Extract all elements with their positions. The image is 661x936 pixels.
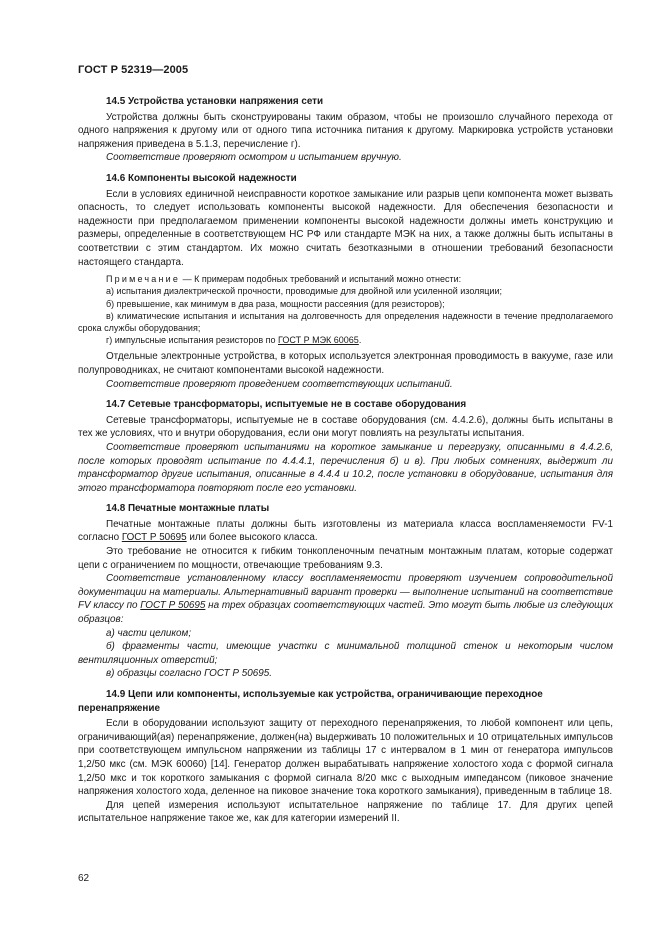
note-label: Примечание bbox=[106, 274, 181, 285]
note-item-d bbox=[78, 334, 613, 346]
compliance-text: Соответствие проверяют проведением соответствующих испытаний. bbox=[106, 378, 453, 390]
note-block bbox=[78, 273, 613, 346]
paragraph: Это требование не относится к гибким тонкопленочным печатным монтажным платам, которые содержат цепи с ограничением по мощности, отвечающие требованиям 9.3. bbox=[78, 546, 613, 571]
note-item-b: б) превышение, как минимум в два раза, мощности рассеяния (для резисторов); bbox=[106, 298, 445, 309]
note-item-c: в) климатические испытания и испытания на долговечность для определения надежности в течение предполагаемого срока службы оборудования; bbox=[78, 310, 613, 333]
compliance-text: Соответствие проверяют осмотром и испытанием вручную. bbox=[106, 152, 402, 164]
section-title-14-8: 14.8 Печатные монтажные платы bbox=[106, 503, 270, 515]
compliance-text: Соответствие проверяют испытаниями на короткое замыкание и перегрузку, описанными в 4.4.2.6, после которых проводят испытание по 4.4.4.1, перечисления б) и в). При любых сомнениях, выдержит ли трансформатор другие испытания, описанные в 4.4.4 и 10.2, после установки в оборудование, испытания для этого трансформатора повторяют после его установки. bbox=[78, 441, 613, 494]
document-header: ГОСТ Р 52319—2005 bbox=[78, 64, 189, 76]
section-title-14-5: 14.5 Устройства установки напряжения сети bbox=[106, 96, 324, 107]
paragraph-text: или более высокого класса. bbox=[186, 532, 318, 544]
sample-item-a: а) части целиком; bbox=[106, 627, 192, 639]
note-item-d-suffix: . bbox=[358, 335, 362, 346]
page-number: 62 bbox=[78, 873, 90, 884]
section-title-14-7: 14.7 Сетевые трансформаторы, испытуемые не в составе оборудования bbox=[106, 399, 467, 411]
compliance-text bbox=[78, 572, 613, 626]
sample-item-c: в) образцы согласно ГОСТ Р 50695. bbox=[106, 668, 272, 680]
paragraph: Если в оборудовании используют защиту от переходного перенапряжения, то любой компонент или цепь, ограничивающий(ая) перенапряжение, должен(на) выдерживать 10 положительных и 10 отрицательных импульсов при соответствующем импульсном напряжении из таблицы 17 с интервалом в 1 мин от генератора импульсов 1,2/50 мкс (см. МЭК 60060) [14]. Генератор должен вырабатывать напряжение холостого хода с формой сигнала 1,2/50 мкс и ток короткого замыкания с формой сигнала 8/20 мкс с выходным импедансом (пиковое значение напряжения холостого хода, деленное на пиковое значение тока короткого замыкания), приведенным в таблице 18. bbox=[78, 718, 613, 798]
section-title-14-6: 14.6 Компоненты высокой надежности bbox=[106, 172, 297, 184]
paragraph: Если в условиях единичной неисправности короткое замыкание или разрыв цепи компонента может вызвать опасность, то следует использовать компоненты высокой надежности. Для обеспечения безопасности и надежности при предполагаемом применении компоненты высокой надежности должны иметь конструкцию и размеры, определенные в соответствующем НС РФ или стандарте МЭК на них, а также должны быть испытаны в соответствии с этим стандартом. Их можно считать безотказными в отношении требований безопасности настоящего стандарта. bbox=[78, 188, 613, 268]
compliance-text-part: на трех образцах соответствующих частей. Это могут быть любые из следующих образцов: bbox=[78, 600, 614, 626]
compliance-text-part: Соответствие установленному классу воспламеняемости проверяют изучением сопроводительной документации на материалы. Альтернативный вариант проверки — выполнение испытаний на соответствие FV классу по bbox=[78, 573, 613, 612]
paragraph: Сетевые трансформаторы, испытуемые не в составе оборудования (см. 4.4.2.6), должны быть испытаны в тех же условиях, что и внутри оборудования, если они могут повлиять на результаты испытания. bbox=[78, 414, 613, 440]
note-intro bbox=[78, 273, 613, 285]
note-item-d-prefix: г) импульсные испытания резисторов по bbox=[106, 335, 278, 346]
paragraph-text: Печатные монтажные платы должны быть изготовлены из материала класса воспламеняемости FV-1 согласно bbox=[78, 518, 613, 544]
standard-link[interactable]: ГОСТ Р 50695 bbox=[140, 600, 206, 612]
standard-link[interactable]: ГОСТ Р МЭК 60065 bbox=[278, 335, 359, 346]
paragraph: Устройства должны быть сконструированы таким образом, чтобы не произошло случайного перехода от одного напряжения к другому или от одного типа источника питания к другому. Маркировка устройств установки напряжения приведена в 5.1.3, перечисление г). bbox=[78, 111, 613, 150]
note-item-a: а) испытания диэлектрической прочности, проводимые для двойной или усиленной изоляции; bbox=[106, 286, 502, 297]
paragraph: Для цепей измерения используют испытательное напряжение по таблице 17. Для других цепей испытательное напряжение такое же, как для категории измерений II. bbox=[78, 799, 613, 825]
note-intro-text: — К примерам подобных требований и испытаний можно отнести: bbox=[180, 274, 462, 285]
document-body bbox=[78, 95, 613, 826]
section-title-14-9: 14.9 Цепи или компоненты, используемые как устройства, ограничивающие переходное перенапряжение bbox=[78, 689, 543, 714]
sample-item-b: б) фрагменты части, имеющие участки с минимальной толщиной стенок и некоторым числом вентиляционных отверстий; bbox=[78, 641, 613, 666]
paragraph bbox=[78, 518, 613, 545]
paragraph: Отдельные электронные устройства, в которых используется электронная проводимость в вакууме, газе или полупроводниках, не считают компонентами высокой надежности. bbox=[78, 351, 613, 376]
standard-link[interactable]: ГОСТ Р 50695 bbox=[121, 532, 187, 544]
